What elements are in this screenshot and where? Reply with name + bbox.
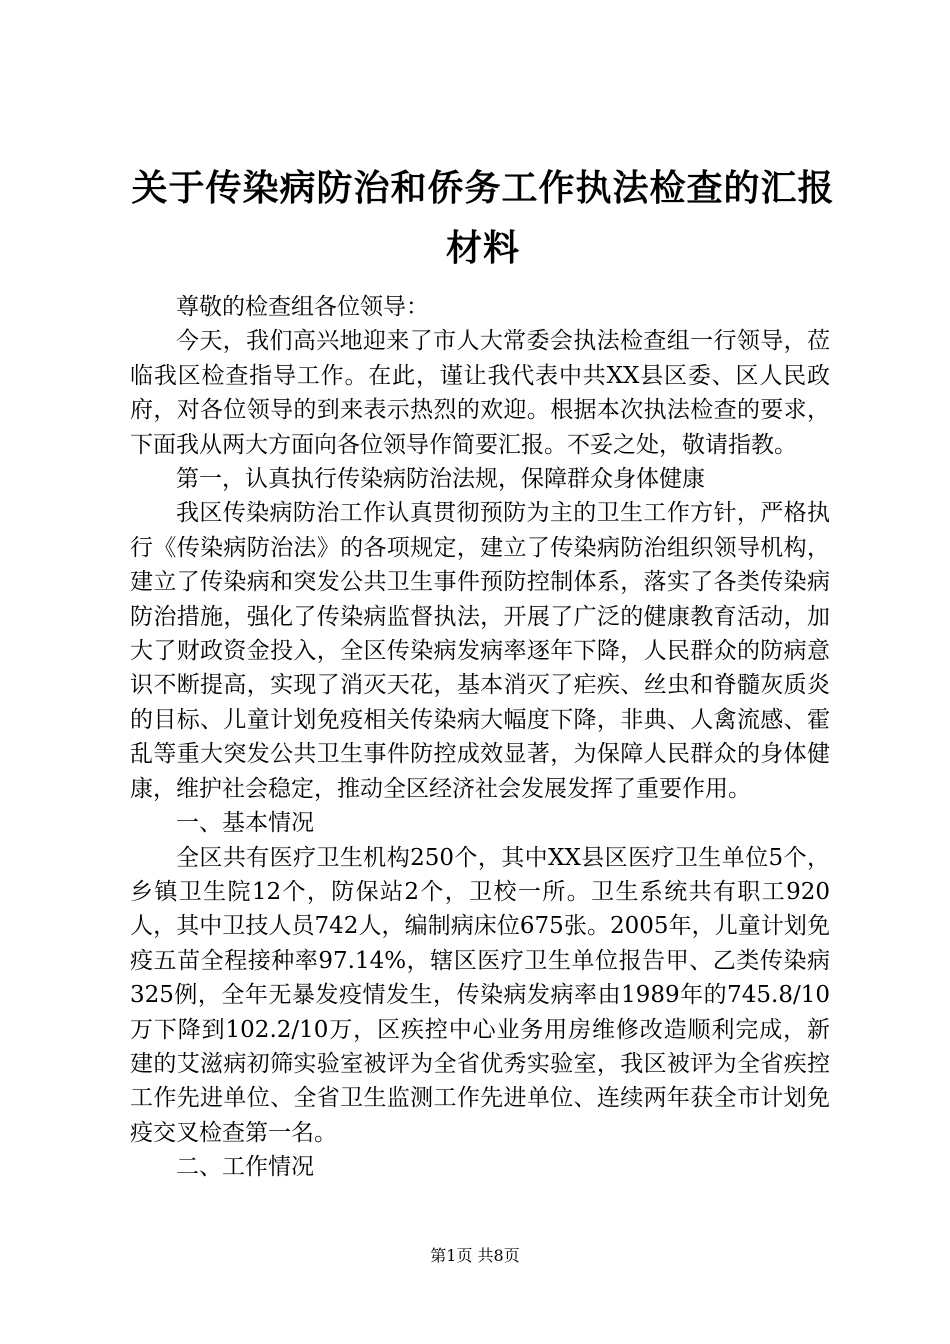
document-title: 关于传染病防治和侨务工作执法检查的汇报材料 bbox=[131, 167, 835, 269]
paragraph-intro: 今天，我们高兴地迎来了市人大常委会执法检查组一行领导，莅临我区检查指导工作。在此，谨让我代表中共XX县区委、区人民政府，对各位领导的到来表示热烈的欢迎。根据本次执法检查的要求，下面我从两大方面向各位领导作简要汇报。不妥之处，敬请指教。 bbox=[130, 328, 830, 458]
paragraph-overview: 我区传染病防治工作认真贯彻预防为主的卫生工作方针，严格执行《传染病防治法》的各项规定，建立了传染病防治组织领导机构，建立了传染病和突发公共卫生事件预防控制体系，落实了各类传染病防治措施，强化了传染病监督执法，开展了广泛的健康教育活动，加大了财政资金投入，全区传染病发病率逐年下降，人民群众的防病意识不断提高，实现了消灭天花，基本消灭了疟疾、丝虫和脊髓灰质炎的目标、儿童计划免疫相关传染病大幅度下降，非典、人禽流感、霍乱等重大突发公共卫生事件防控成效显著，为保障人民群众的身体健康，维护社会稳定，推动全区经济社会发展发挥了重要作用。 bbox=[130, 500, 830, 802]
paragraph-basic-situation: 全区共有医疗卫生机构250个，其中XX县区医疗卫生单位5个，乡镇卫生院12个，防保站2个，卫校一所。卫生系统共有职工920人，其中卫技人员742人，编制病床位675张。2005年，儿童计划免疫五苗全程接种率97.14%，辖区医疗卫生单位报告甲、乙类传染病325例，全年无暴发疫情发生，传染病发病率由1989年的745.8/10万下降到102.2/10万，区疾控中心业务用房维修改造顺利完成，新建的艾滋病初筛实验室被评为全省优秀实验室，我区被评为全省疾控工作先进单位、全省卫生监测工作先进单位、连续两年获全市计划免疫交叉检查第一名。 bbox=[130, 844, 830, 1146]
salutation: 尊敬的检查组各位领导： bbox=[176, 294, 429, 320]
page-footer: 第1页 共8页 bbox=[430, 1246, 520, 1265]
subheading-work-situation: 二、工作情况 bbox=[176, 1154, 314, 1181]
document-body bbox=[130, 290, 830, 1185]
section-heading-first: 第一，认真执行传染病防治法规，保障群众身体健康 bbox=[176, 466, 705, 493]
subheading-basic-situation: 一、基本情况 bbox=[176, 810, 314, 837]
